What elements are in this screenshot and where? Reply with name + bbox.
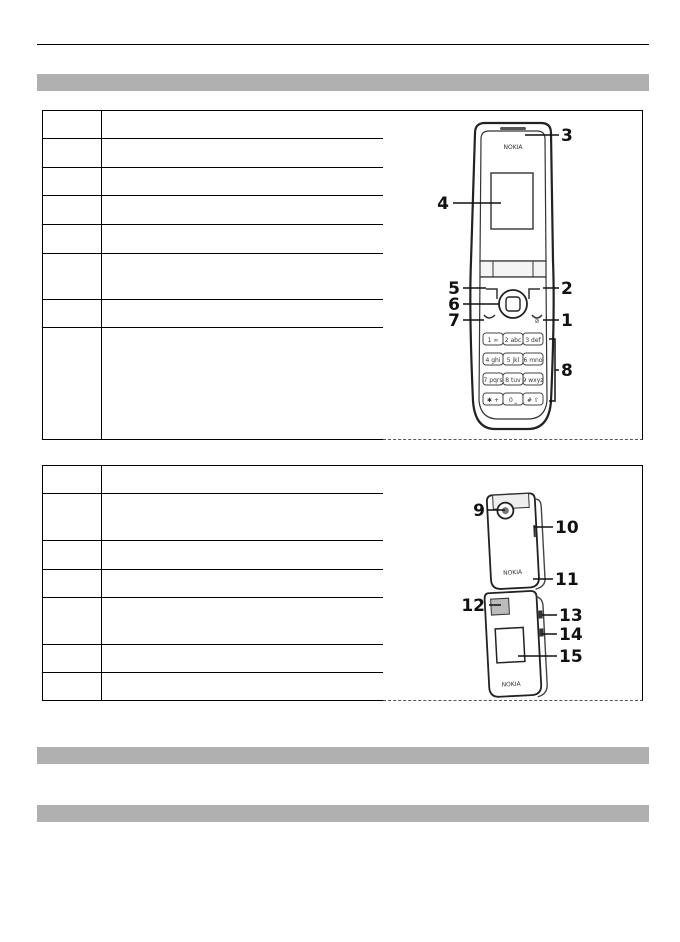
svg-text:6 mno: 6 mno xyxy=(523,357,543,364)
phone-front-svg xyxy=(383,111,642,439)
table-row xyxy=(43,254,384,300)
callout-label: 10 xyxy=(555,518,579,538)
svg-text:8 tuv: 8 tuv xyxy=(505,377,521,384)
table-row xyxy=(43,168,384,196)
cover-display xyxy=(495,627,525,662)
callout-label: 1 xyxy=(561,311,573,331)
callout-label: 4 xyxy=(437,194,449,214)
callout-label: 14 xyxy=(559,625,583,645)
svg-text:1 ∞: 1 ∞ xyxy=(487,337,499,344)
svg-text:✱ +: ✱ + xyxy=(487,397,499,404)
table-row xyxy=(43,225,384,254)
callout-label: 3 xyxy=(561,126,573,146)
table-row xyxy=(43,139,384,168)
keys-parts-table-back xyxy=(42,465,384,701)
svg-text:NOKIA: NOKIA xyxy=(501,680,521,689)
table-row xyxy=(43,466,384,494)
table-row xyxy=(43,541,384,570)
callout-label: 8 xyxy=(561,361,573,381)
svg-text:5 jkl: 5 jkl xyxy=(506,357,520,364)
callout-label: 7 xyxy=(448,311,460,331)
callout-label: 13 xyxy=(559,606,583,626)
speaker-grille xyxy=(491,598,510,615)
callout-label: 15 xyxy=(559,647,583,667)
section-header-bar-2 xyxy=(37,747,649,764)
section-header-bar-3 xyxy=(37,805,649,822)
svg-text:# ⇧: # ⇧ xyxy=(527,397,539,404)
section-header-bar-1 xyxy=(37,74,649,91)
phone-back-svg xyxy=(383,466,642,700)
callout-label: 11 xyxy=(555,570,579,590)
svg-text:7 pqrs: 7 pqrs xyxy=(483,377,503,384)
svg-text:⊘: ⊘ xyxy=(534,318,540,325)
brand-logo: NOKIA xyxy=(503,144,523,151)
table-row xyxy=(43,645,384,673)
table-row xyxy=(43,328,384,440)
svg-text:3 def: 3 def xyxy=(525,337,541,344)
callout-label: 9 xyxy=(473,501,485,521)
phone-back-illustration xyxy=(383,465,643,701)
svg-text:0 ⎵: 0 ⎵ xyxy=(508,397,518,404)
table-row xyxy=(43,196,384,225)
page-top-rule xyxy=(37,44,649,45)
table-row xyxy=(43,570,384,598)
phone-front-illustration xyxy=(383,110,643,440)
callout-label: 6 xyxy=(448,295,460,315)
table-row xyxy=(43,300,384,328)
table-row xyxy=(43,673,384,701)
callout-label: 2 xyxy=(561,279,573,299)
svg-text:9 wxyz: 9 wxyz xyxy=(522,377,544,384)
table-row xyxy=(43,494,384,541)
svg-text:NOKIA: NOKIA xyxy=(502,568,523,577)
svg-text:4 ghi: 4 ghi xyxy=(485,357,501,364)
screen-display xyxy=(491,173,533,229)
table-row xyxy=(43,598,384,645)
keys-parts-table-front xyxy=(42,110,384,440)
callout-label: 12 xyxy=(461,596,485,616)
table-row xyxy=(43,111,384,139)
callout-label: 5 xyxy=(448,279,460,299)
svg-text:2 abc: 2 abc xyxy=(504,337,522,344)
